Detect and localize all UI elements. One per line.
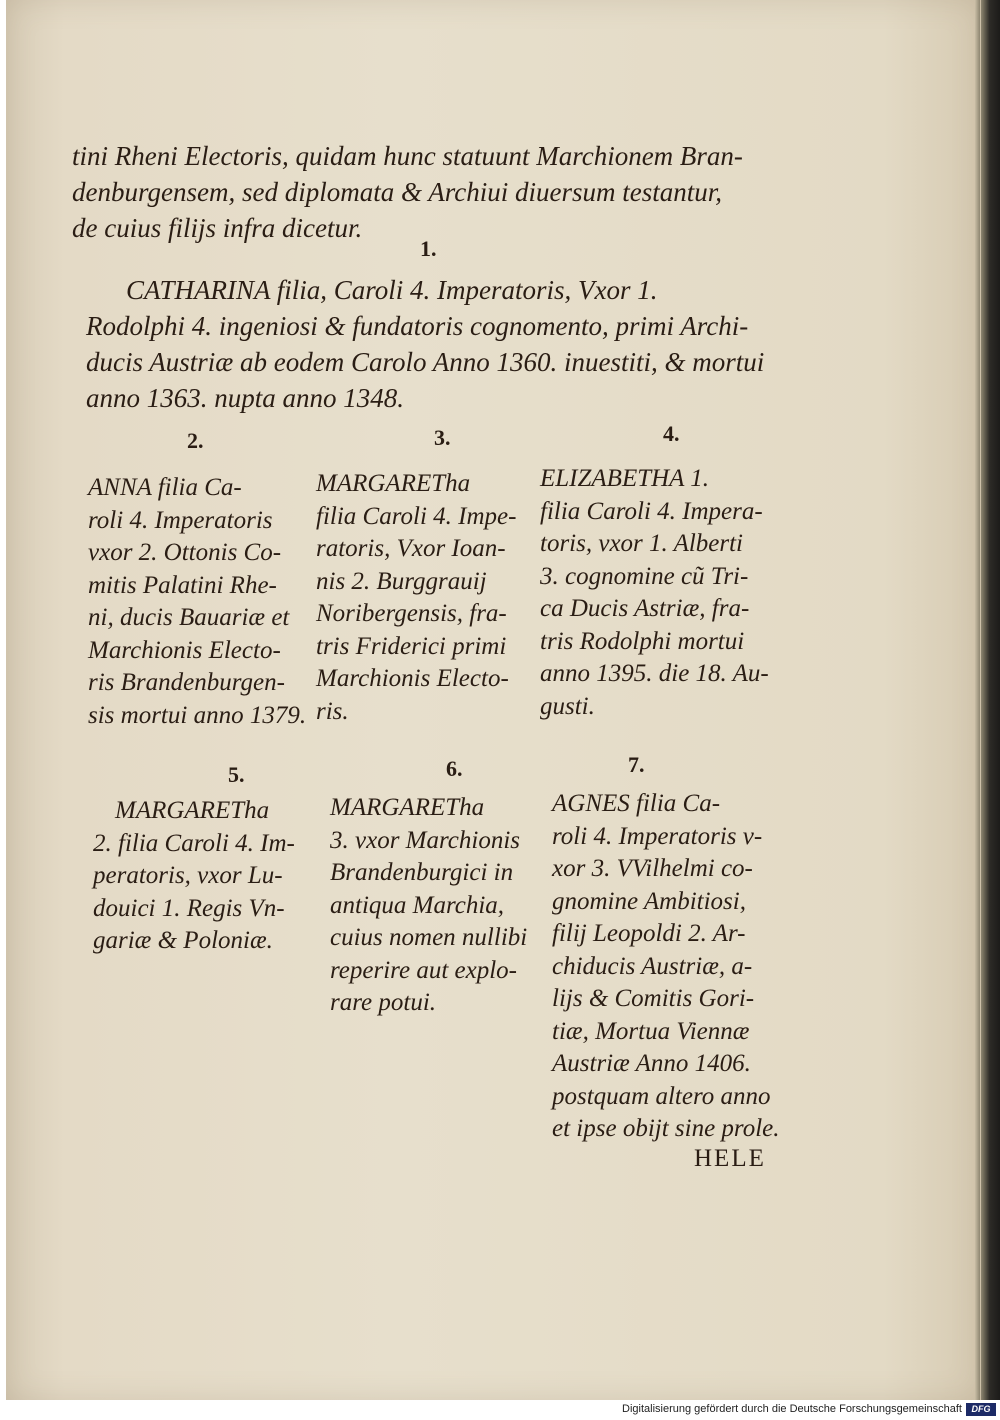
entry-margaretha-2 (93, 795, 295, 958)
text-line: tris Rodolphi mortui (540, 627, 745, 655)
text-line: filij Leopoldi 2. Ar- (552, 920, 746, 947)
text-line: Noribergensis, fra- (316, 600, 507, 627)
text-line: Marchionis Electo- (88, 636, 281, 664)
text-line: rare potui. (330, 989, 437, 1016)
text-line: reperire aut explo- (330, 956, 517, 984)
text-line: AGNES filia Ca- (552, 790, 721, 817)
text-line: filia Caroli 4. Impera- (540, 497, 763, 525)
text-line: ca Ducis Astriæ, fra- (540, 595, 750, 622)
entry-number: 5. (228, 762, 245, 787)
intro-paragraph (72, 138, 743, 246)
text-line: Rodolphi 4. ingeniosi & fundatoris cognomento, primi Archi- (86, 311, 749, 341)
text-line: de cuius filijs infra dicetur. (72, 213, 363, 243)
text-line: toris, vxor 1. Alberti (540, 530, 744, 557)
text-line: roli 4. Imperatoris v- (552, 822, 763, 850)
text-line: tris Friderici primi (316, 632, 507, 660)
entry-number: 4. (663, 421, 680, 446)
entry-number: 3. (434, 425, 451, 450)
text-line: ni, ducis Bauariæ et (88, 604, 290, 631)
text-line: vxor 2. Ottonis Co- (88, 539, 282, 566)
text-line: lijs & Comitis Gori- (552, 985, 755, 1012)
footer-bar (0, 1400, 1000, 1420)
entry-number: 6. (446, 756, 463, 781)
book-edge-shadow (981, 0, 1000, 1400)
text-line: MARGARETha (115, 797, 270, 824)
text-line: filia Caroli 4. Impe- (316, 502, 517, 530)
text-line: ris Brandenburgen- (88, 669, 285, 696)
text-line: cuius nomen nullibi (330, 924, 528, 951)
text-line: douici 1. Regis Vn- (93, 894, 285, 922)
text-line: antiqua Marchia, (330, 891, 505, 919)
entry-agnes (552, 788, 780, 1146)
text-line: et ipse obijt sine prole. (552, 1115, 780, 1142)
text-line: ducis Austriæ ab eodem Carolo Anno 1360. inuestiti, & mortui (86, 347, 765, 377)
text-line: postquam altero anno (552, 1082, 771, 1110)
text-line: chiducis Austriæ, a- (552, 952, 753, 980)
text-line: Brandenburgici in (330, 859, 514, 886)
text-line: 2. filia Caroli 4. Im- (93, 829, 295, 857)
text-line: anno 1363. nupta anno 1348. (86, 383, 405, 413)
text-line: Austriæ Anno 1406. (552, 1050, 751, 1077)
footer-credit: Digitalisierung gefördert durch die Deutsche Forschungsgemeinschaft (622, 1403, 962, 1415)
text-line: Marchionis Electo- (316, 665, 509, 692)
dfg-logo-icon: DFG (966, 1403, 996, 1416)
text-line: nis 2. Burggrauij (316, 567, 487, 595)
text-line: 3. vxor Marchionis (330, 826, 521, 854)
entry-number: 1. (420, 236, 437, 261)
catchword: HELE (694, 1145, 766, 1172)
text-line: MARGARETha (316, 470, 471, 497)
entry-margaretha-3 (316, 468, 516, 728)
text-line: peratoris, vxor Lu- (93, 862, 283, 889)
entry-margaretha-6 (330, 792, 527, 1020)
text-line: tini Rheni Electoris, quidam hunc statuunt Marchionem Bran- (72, 141, 743, 171)
text-line: CATHARINA filia, Caroli 4. Imperatoris, Vxor 1. (126, 275, 658, 305)
entry-anna (88, 472, 306, 732)
entry-number: 2. (187, 428, 204, 453)
text-line: gusti. (540, 692, 595, 720)
text-line: mitis Palatini Rhe- (88, 571, 277, 599)
text-line: ris. (316, 697, 349, 725)
entry-catharina (86, 272, 764, 416)
text-line: ELIZABETHA 1. (540, 465, 709, 492)
text-line: anno 1395. die 18. Au- (540, 660, 769, 687)
text-line: sis mortui anno 1379. (88, 701, 307, 729)
text-line: gnomine Ambitiosi, (552, 887, 746, 915)
text-line: gariæ & Poloniæ. (93, 927, 273, 954)
page-edge (975, 0, 980, 1400)
text-line: roli 4. Imperatoris (88, 506, 273, 534)
entry-elizabetha (540, 463, 769, 723)
text-line: ratoris, Vxor Ioan- (316, 535, 506, 562)
text-line: ANNA filia Ca- (88, 474, 242, 501)
text-line: 3. cognomine cũ Tri- (540, 562, 749, 590)
text-line: xor 3. VVilhelmi co- (552, 855, 753, 882)
text-line: MARGARETha (330, 794, 485, 821)
text-line: denburgensem, sed diplomata & Archiui diuersum testantur, (72, 177, 722, 207)
entry-number: 7. (628, 752, 645, 777)
text-line: tiæ, Mortua Viennæ (552, 1017, 750, 1045)
